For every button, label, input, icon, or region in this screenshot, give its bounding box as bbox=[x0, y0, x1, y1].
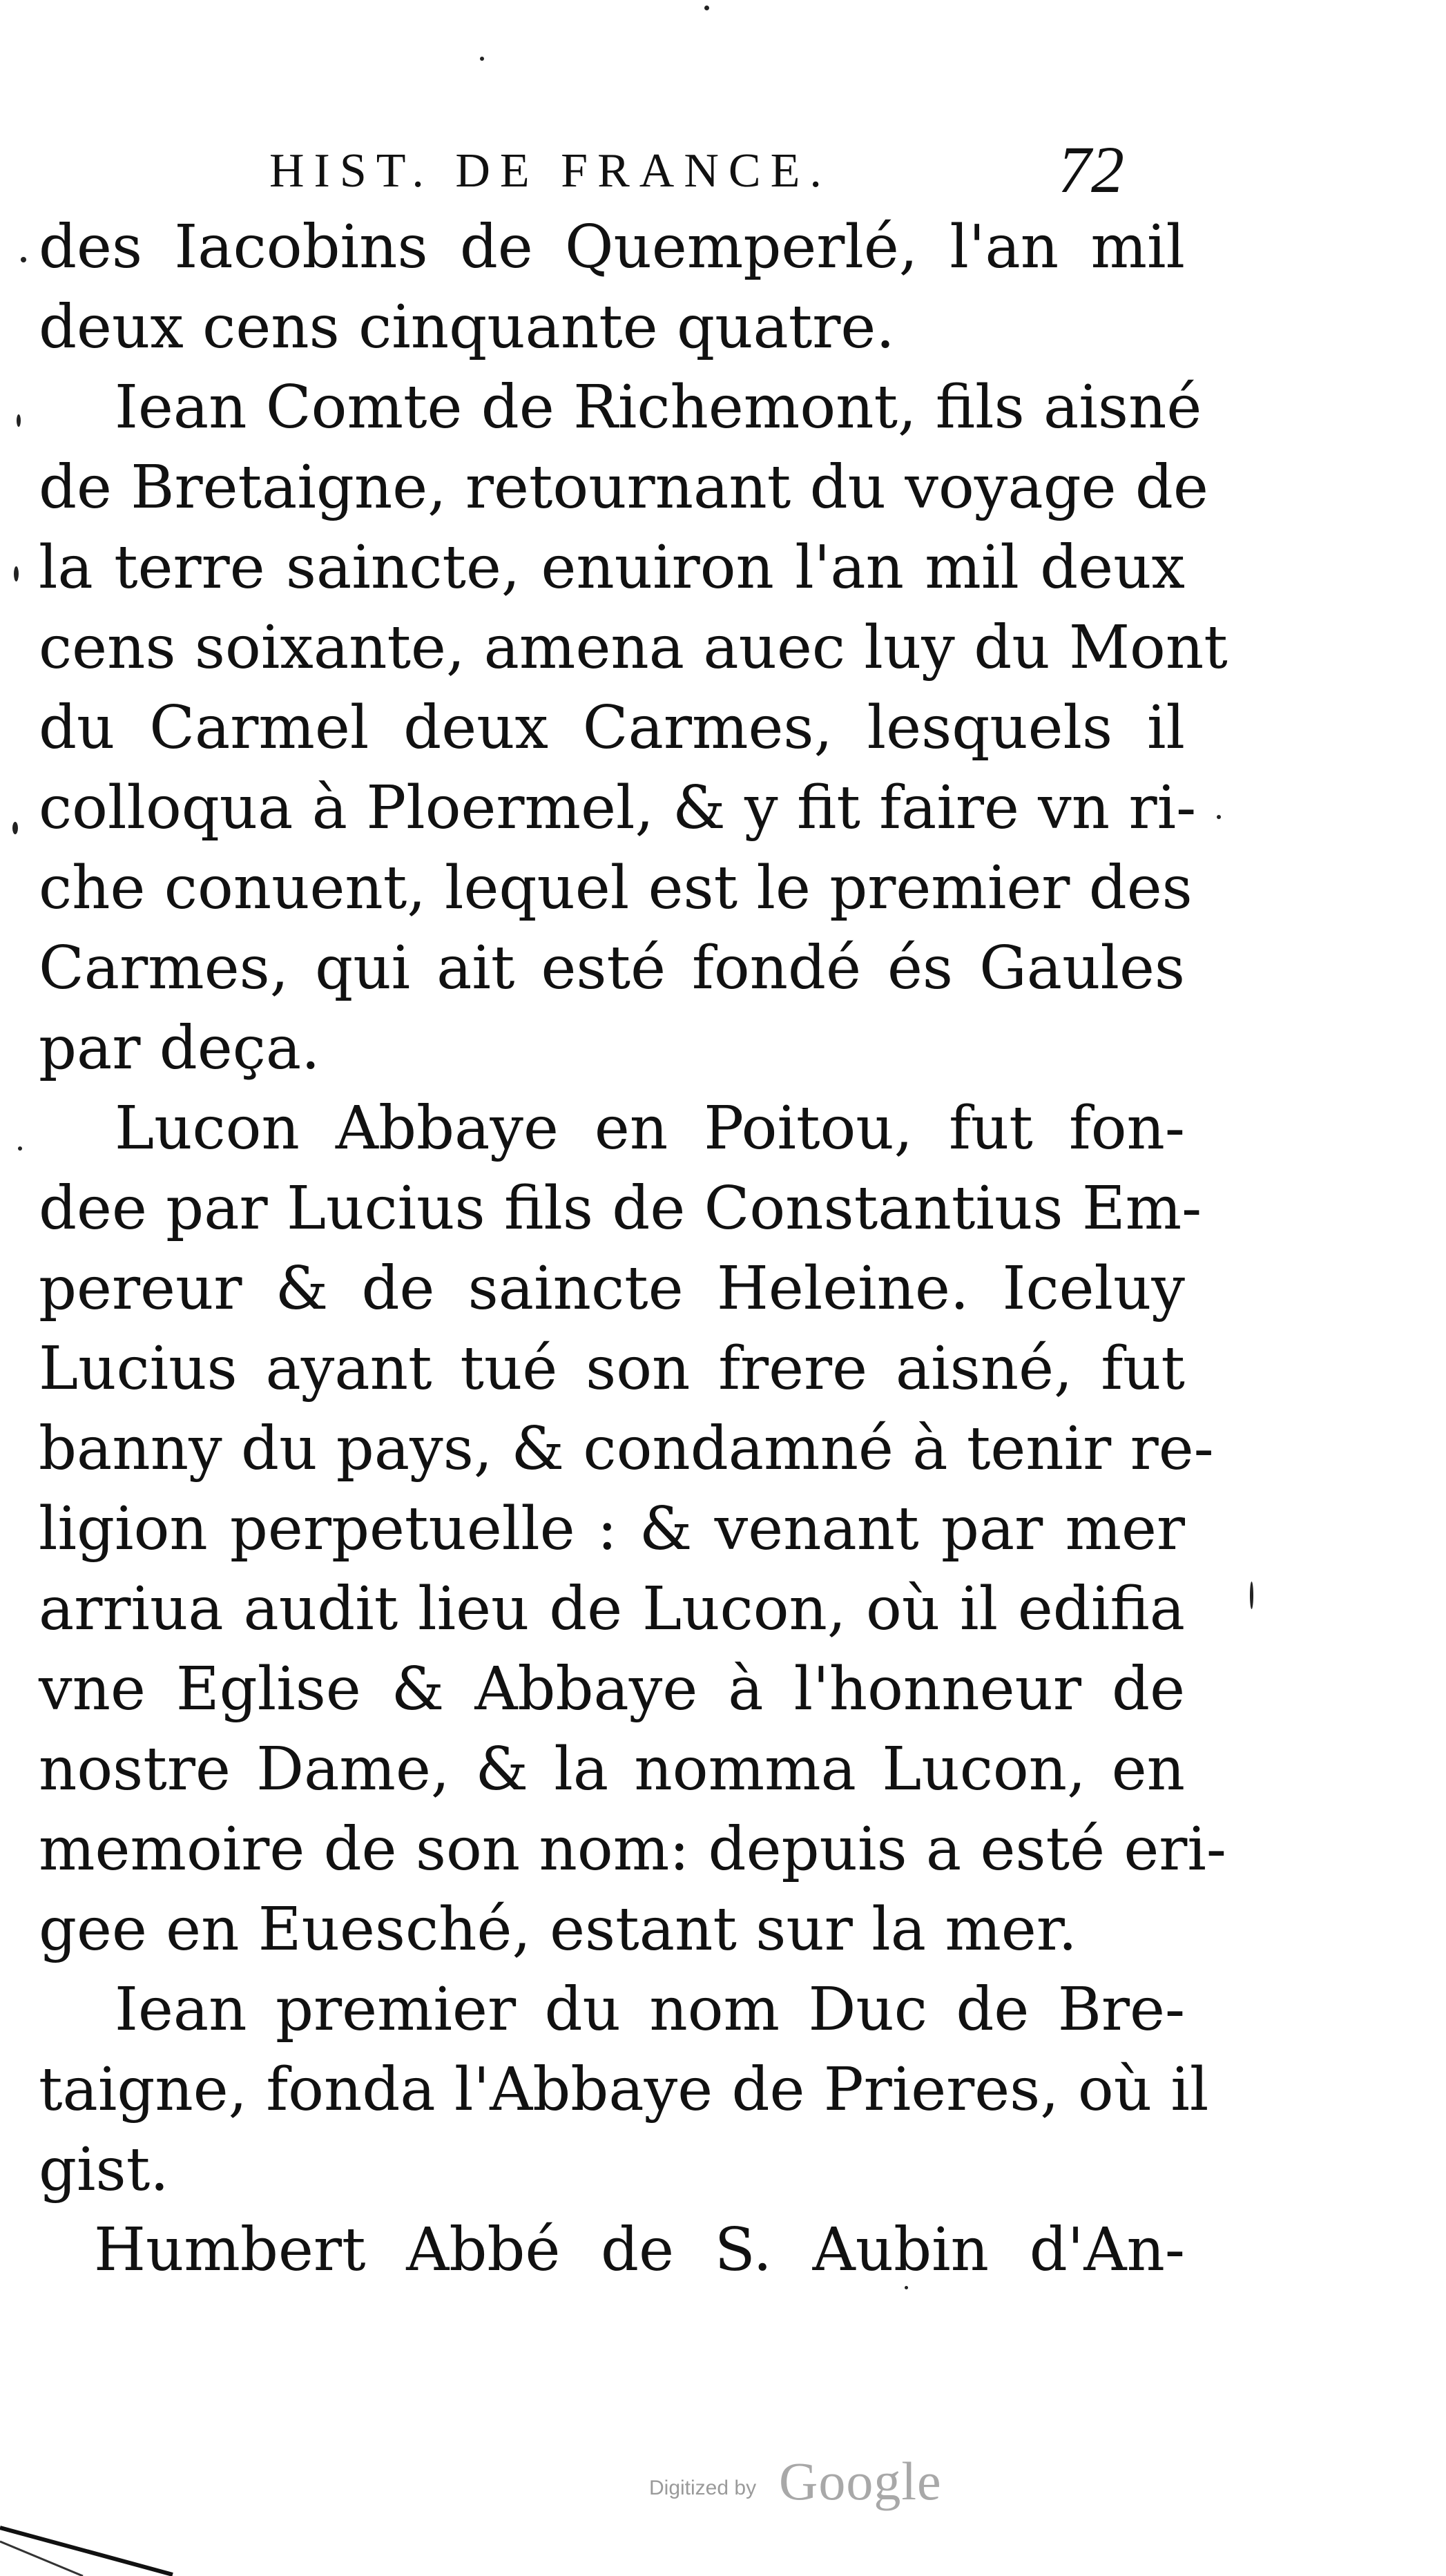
ink-speck bbox=[21, 257, 26, 262]
ink-speck bbox=[1217, 815, 1221, 819]
text-line: vne Eglise & Abbaye à l'honneur de bbox=[39, 1655, 1185, 1724]
running-head-title: HIST. DE FRANCE. bbox=[269, 144, 831, 198]
text-line: gee en Euesché, estant sur la mer. bbox=[39, 1895, 1077, 1964]
ink-speck bbox=[12, 822, 18, 834]
ink-speck bbox=[18, 1146, 22, 1151]
ink-speck bbox=[14, 566, 19, 581]
text-line: gist. bbox=[39, 2135, 169, 2204]
page-edge-shadow bbox=[0, 2514, 180, 2576]
text-line: deux cens cinquante quatre. bbox=[39, 293, 895, 362]
text-line: arriua audit lieu de Lucon, où il edifia bbox=[39, 1575, 1185, 1644]
text-line: che conuent, lequel est le premier des bbox=[39, 854, 1193, 923]
text-line: dee par Lucius fils de Constantius Em- bbox=[39, 1174, 1202, 1243]
text-line: la terre saincte, enuiron l'an mil deux bbox=[39, 533, 1185, 602]
text-line: cens soixante, amena auec luy du Mont bbox=[39, 613, 1228, 682]
ink-speck bbox=[17, 414, 21, 427]
text-line: Lucon Abbaye en Poitou, fut fon- bbox=[115, 1094, 1185, 1163]
text-line: des Iacobins de Quemperlé, l'an mil bbox=[39, 213, 1185, 282]
ink-speck bbox=[704, 6, 709, 10]
text-line: nostre Dame, & la nomma Lucon, en bbox=[39, 1735, 1185, 1804]
google-logo: Google bbox=[779, 2451, 942, 2511]
text-line: Iean Comte de Richemont, fils aisné bbox=[115, 373, 1202, 442]
watermark-prefix: Digitized by bbox=[649, 2477, 757, 2499]
ink-speck bbox=[905, 2286, 908, 2289]
text-line: Humbert Abbé de S. Aubin d'An- bbox=[94, 2215, 1185, 2285]
text-line: de Bretaigne, retournant du voyage de bbox=[39, 453, 1208, 522]
text-line: Carmes, qui ait esté fondé és Gaules bbox=[39, 934, 1185, 1003]
text-line: ligion perpetuelle : & venant par mer bbox=[39, 1494, 1185, 1564]
text-line: Iean premier du nom Duc de Bre- bbox=[115, 1975, 1185, 2044]
digitization-watermark bbox=[649, 2438, 994, 2521]
ink-speck bbox=[480, 57, 484, 61]
text-line: banny du pays, & condamné à tenir re- bbox=[39, 1414, 1214, 1483]
text-line: pereur & de saincte Heleine. Iceluy bbox=[39, 1254, 1185, 1323]
text-body bbox=[39, 207, 1228, 2290]
text-line: memoire de son nom: depuis a esté eri- bbox=[39, 1815, 1226, 1884]
text-line: Lucius ayant tué son frere aisné, fut bbox=[39, 1334, 1185, 1403]
text-line: colloqua à Ploermel, & y fit faire vn ri- bbox=[39, 773, 1197, 843]
text-line: par deça. bbox=[39, 1014, 320, 1083]
text-line: taigne, fonda l'Abbaye de Prieres, où il bbox=[39, 2055, 1209, 2124]
page-number: 72 bbox=[1058, 133, 1124, 206]
running-head bbox=[0, 124, 1446, 207]
ink-speck bbox=[1250, 1582, 1253, 1609]
text-line: du Carmel deux Carmes, lesquels il bbox=[39, 693, 1185, 762]
